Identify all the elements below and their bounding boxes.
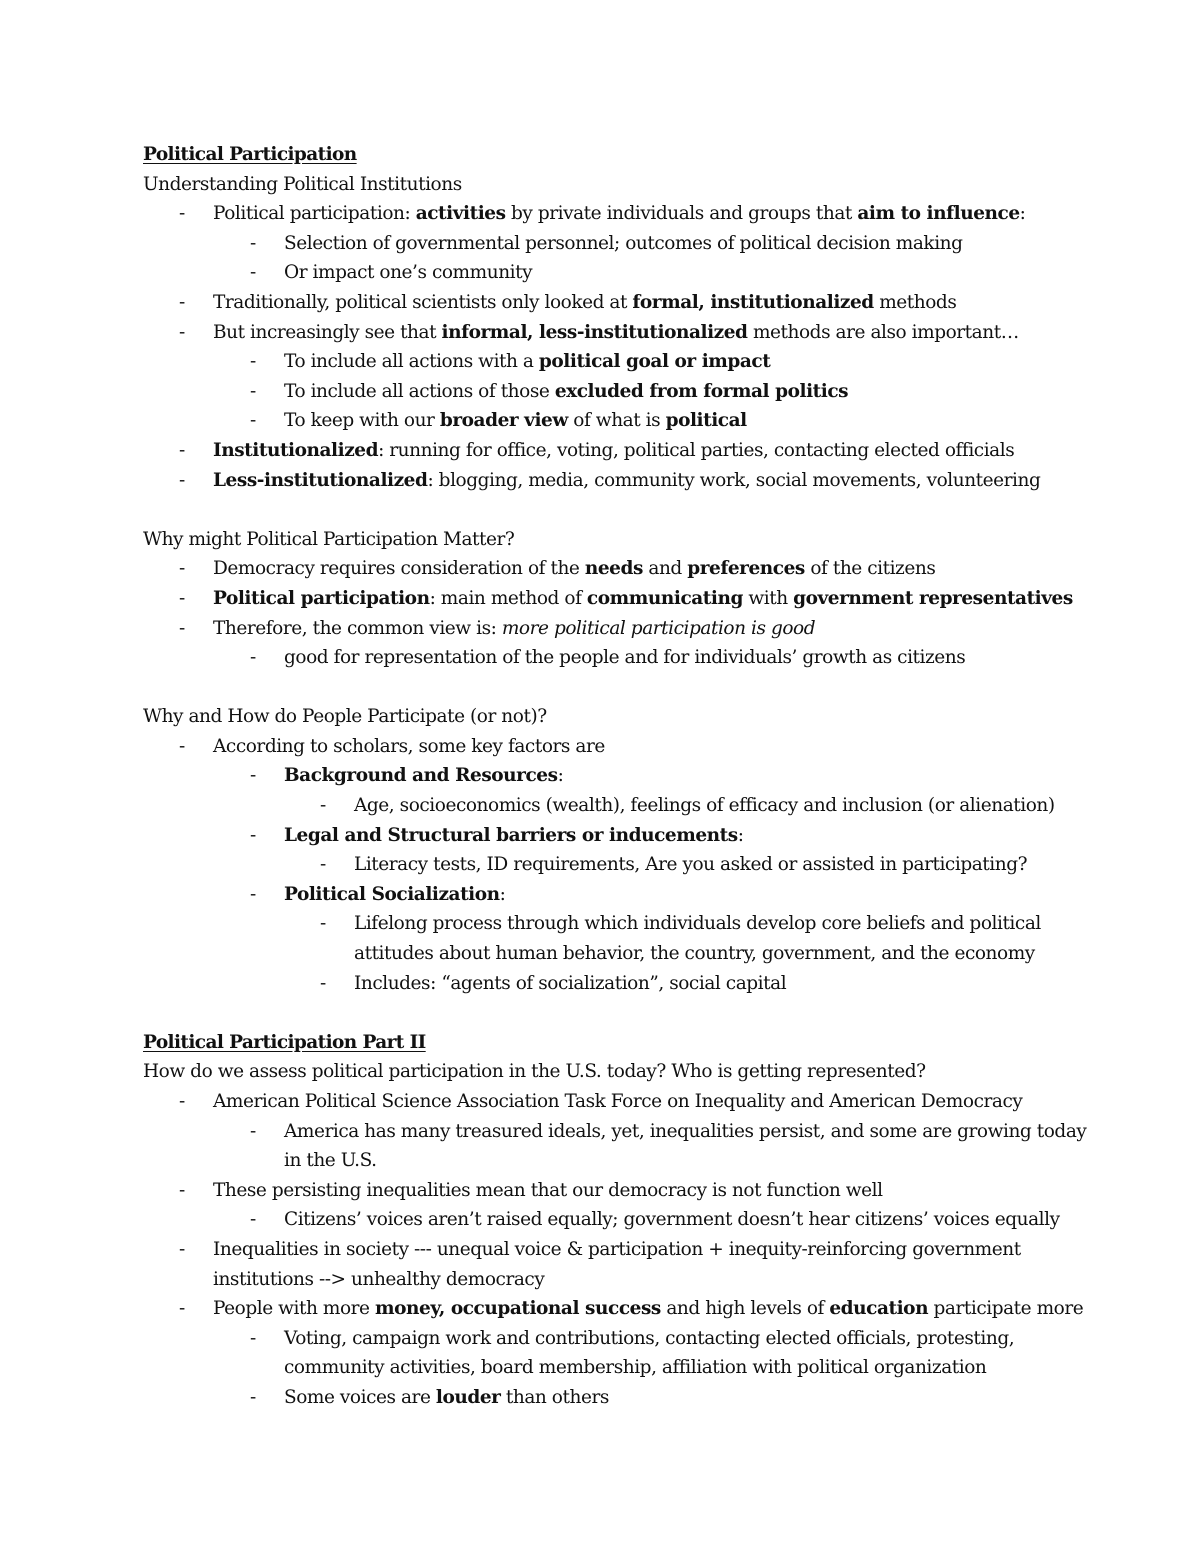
bullet-dash: - [250,262,256,284]
bullet-dash: - [179,617,185,639]
text-run: But increasingly see that [213,321,442,343]
line-text [213,1265,544,1295]
blank-line [143,495,1073,525]
line-text [213,554,935,584]
text-run: These persisting inequalities mean that our democracy is not function well [213,1179,883,1201]
line-text [213,436,1014,466]
text-run: To include all actions of those [284,380,555,402]
bullet-item [143,761,1073,791]
bold-text: political [665,410,747,432]
bullet-continuation [143,1353,1073,1383]
bullet-item [143,1324,1073,1354]
bullet-dash: - [179,291,185,313]
bullet-dash: - [250,647,256,669]
bullet-item [143,821,1073,851]
text-run: Includes: “agents of socialization”, social capital [354,972,787,994]
bullet-dash: - [250,1120,256,1142]
text-run: : running for office, voting, political parties, contacting elected officials [378,439,1015,461]
bullet-dash: - [179,1238,185,1260]
text-run: Why might Political Participation Matter? [143,528,515,550]
bullet-continuation [143,939,1073,969]
line-text [354,791,1055,821]
bold-text: louder [435,1386,501,1408]
bullet-dash: - [320,972,326,994]
bullet-dash: - [179,1091,185,1112]
bold-text: Less-institutionalized [213,469,428,491]
bullet-dash: - [250,883,256,905]
bullet-dash: - [179,469,185,491]
line-text [284,1146,377,1176]
bold-text: Legal and Structural barriers or inducements [284,824,738,846]
bullet-item [143,1176,1073,1206]
blank-line [143,673,1073,703]
line-text [213,584,1073,614]
bold-text: money, occupational success [374,1298,661,1320]
text-run: of what is [567,410,666,432]
bullet-dash: - [179,439,185,461]
bullet-dash: - [250,824,256,846]
text-run: in the U.S. [284,1150,377,1172]
line-text [354,939,1035,969]
bold-text: political goal or impact [538,351,771,373]
bullet-item [143,1117,1087,1147]
bullet-item [143,406,1073,436]
text-run: with [742,587,794,609]
bullet-item [143,1235,1073,1265]
bullet-dash: - [179,735,185,757]
line-text [284,258,532,288]
bold-text: formal, institutionalized [632,291,874,313]
bullet-item [143,880,1073,910]
line-text [213,1294,1083,1324]
text-run: attitudes about human behavior, the country, government, and the economy [354,943,1035,965]
bullet-item [143,288,1073,318]
line-text [284,347,770,377]
bullet-dash: - [179,321,185,343]
bullet-dash: - [250,765,256,787]
line-text [213,199,1025,229]
line-text [213,614,815,644]
text-run: : [557,765,564,787]
bullet-item [143,969,1073,999]
bullet-dash: - [320,854,326,876]
line-text [284,377,848,407]
bold-text: excluded from formal politics [554,380,849,402]
bullet-dash: - [179,1298,185,1320]
line-text [284,821,744,851]
bullet-dash: - [320,795,326,817]
text-run: According to scholars, some key factors are [213,735,605,757]
text-run: by private individuals and groups that [505,203,858,225]
bullet-item [143,732,1073,762]
text-run: Some voices are [284,1386,436,1408]
line-text [284,1324,1014,1354]
text-run: good for representation of the people and for individuals’ growth as citizens [284,647,966,669]
line-text [284,1205,1060,1235]
text-run: than others [500,1386,609,1408]
text-run: and [642,558,688,580]
bold-text: Political Socialization [284,883,500,905]
bold-text: Background and Resources [284,765,558,787]
line-text [284,1383,609,1413]
text-run: Political participation: [213,203,416,225]
text-run: Literacy tests, ID requirements, Are you asked or assisted in participating? [354,854,1028,876]
text-run: To include all actions with a [284,351,539,373]
text-run: Democracy requires consideration of the [213,558,585,580]
line-text [284,761,563,791]
text-run: methods [873,291,957,313]
bullet-dash: - [320,913,326,935]
line-text [284,643,965,673]
text-run: of the citizens [804,558,936,580]
bullet-item [143,1383,1073,1413]
bullet-dash: - [250,351,256,373]
text-run: : [1019,203,1026,225]
bullet-item [143,909,1073,939]
line-text [284,880,505,910]
line-text [284,1353,986,1383]
line-text [213,1176,883,1206]
bullet-dash: - [250,410,256,432]
bullet-dash: - [250,1209,256,1231]
text-run: America has many treasured ideals, yet, inequalities persist, and some are growing today [284,1120,1087,1142]
bold-text: education [829,1298,929,1320]
text-run: How do we assess political participation in the U.S. today? Who is getting represented? [143,1061,926,1083]
text-run: American Political Science Association Task Force on Inequality and American Democracy [213,1091,1023,1112]
bullet-item [143,1294,1084,1324]
bullet-dash: - [179,1179,185,1201]
bullet-item [143,199,1073,229]
text-run: To keep with our [284,410,440,432]
line-text [143,706,547,727]
text-run: People with more [213,1298,375,1320]
bold-text: aim to influence [857,203,1020,225]
text-run: institutions --> unhealthy democracy [213,1268,545,1290]
text-run: Therefore, the common view is: [213,617,502,639]
text-run: Understanding Political Institutions [143,173,462,195]
line-text [143,1061,926,1082]
line-text [213,318,1019,348]
line-text [213,1087,1022,1117]
section-heading: Political Participation [143,144,357,165]
line-text [284,1117,1086,1147]
text-run: Or impact one’s community [284,262,533,284]
bullet-item [143,229,1073,259]
line-text [213,732,605,762]
bullet-continuation [143,1265,1073,1295]
text-run: : [499,883,506,905]
subheading-line [143,702,1073,732]
bullet-dash: - [250,232,256,254]
subheading-line [143,170,1073,200]
bold-text: government representatives [793,587,1073,609]
text-run: Lifelong process through which individuals develop core beliefs and political [354,913,1041,935]
bullet-item [143,436,1073,466]
text-run: Age, socioeconomics (wealth), feelings of efficacy and inclusion (or alienation) [354,795,1055,817]
bullet-continuation [143,1146,1073,1176]
text-run: Why and How do People Participate (or not)? [143,706,547,728]
document-body [143,140,1087,1413]
bold-text: broader view [439,410,568,432]
bullet-item [143,1087,1073,1117]
bullet-item [143,258,1073,288]
line-text [213,466,1040,496]
bullet-dash: - [250,380,256,402]
line-text [354,850,1027,880]
blank-line [143,998,1073,1028]
bullet-item [143,791,1073,821]
text-run: and high levels of [660,1298,830,1320]
line-text [213,1235,1021,1265]
bullet-item [143,347,1073,377]
text-run: community activities, board membership, affiliation with political organization [284,1357,987,1379]
bullet-item [143,614,1073,644]
bold-text: needs [584,558,643,580]
bullet-item [143,850,1073,880]
bullet-dash: - [179,203,185,225]
bullet-dash: - [250,1327,256,1349]
bullet-item [143,554,1073,584]
bullet-item [143,377,1073,407]
line-text [143,529,514,550]
text-run: Traditionally, political scientists only looked at [213,291,633,313]
bold-text: preferences [687,558,805,580]
bullet-item [143,466,1073,496]
text-run: Inequalities in society --- unequal voice & participation + inequity-reinforcing government [213,1238,1021,1260]
text-run: : [737,824,744,846]
text-run: Voting, campaign work and contributions, contacting elected officials, protesting, [284,1327,1015,1349]
section-heading: Political Participation Part II [143,1031,426,1053]
text-run: methods are also important… [747,321,1019,343]
line-text [284,229,963,259]
bold-text: communicating [586,587,743,609]
text-run: : blogging, media, community work, social movements, volunteering [427,469,1041,491]
bullet-dash: - [179,558,185,580]
bullet-dash: - [179,587,185,609]
bullet-item [143,584,1073,614]
text-run: Citizens’ voices aren’t raised equally; government doesn’t hear citizens’ voices equally [284,1209,1060,1231]
bullet-item [143,1205,1073,1235]
line-text [354,969,786,999]
line-text [284,406,747,436]
bullet-item [143,643,1073,673]
line-text [354,909,1041,939]
subheading-line [143,1057,1073,1087]
line-text [143,174,462,195]
bold-text: Political participation [213,587,430,609]
text-run: Selection of governmental personnel; outcomes of political decision making [284,232,963,254]
bold-text: Institutionalized [213,439,379,461]
bullet-item [143,318,1073,348]
line-text [213,288,956,318]
text-run: participate more [928,1298,1084,1320]
subheading-line [143,525,1073,555]
italic-text: more political participation is good [501,617,816,639]
bullet-dash: - [250,1386,256,1408]
text-run: : main method of [429,587,587,609]
bold-text: informal, less-institutionalized [441,321,748,343]
bold-text: activities [415,203,506,225]
